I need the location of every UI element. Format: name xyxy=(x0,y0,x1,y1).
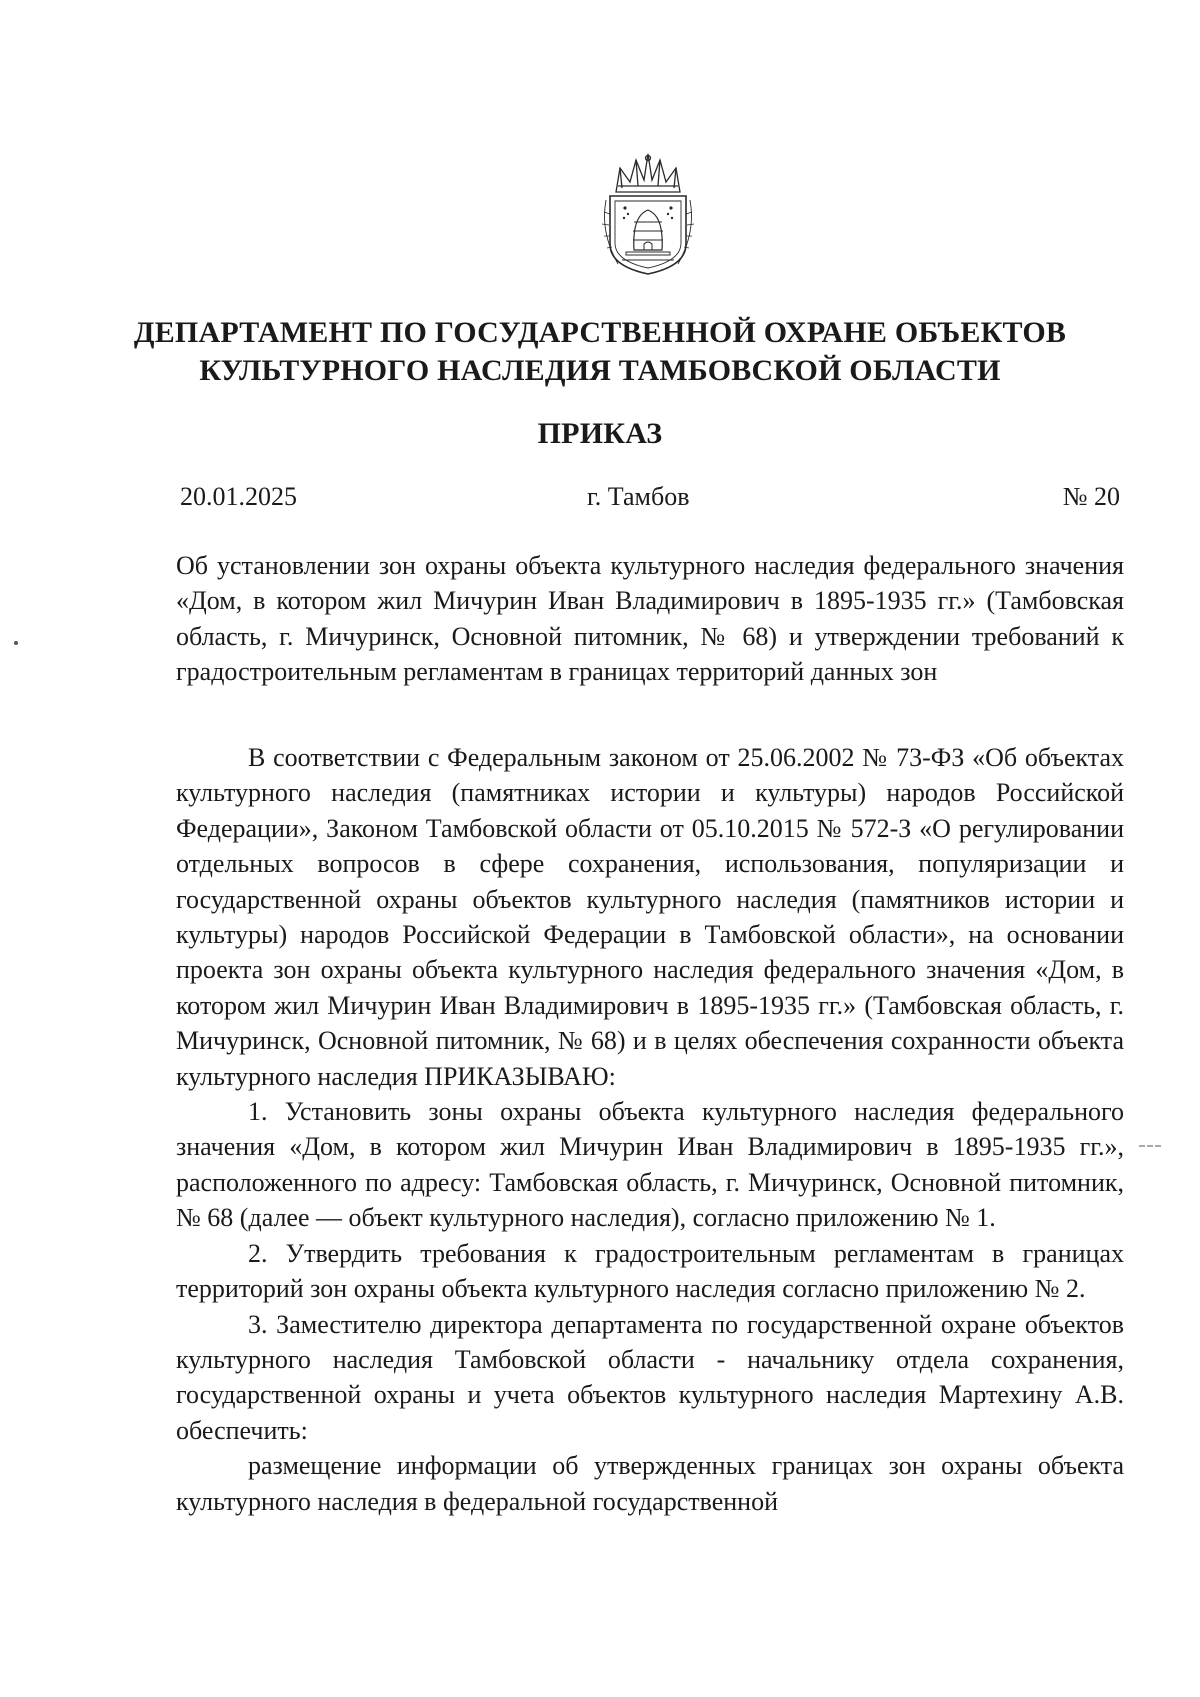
document-type: ПРИКАЗ xyxy=(537,417,663,450)
department-name-line2: КУЛЬТУРНОГО НАСЛЕДИЯ ТАМБОВСКОЙ ОБЛАСТИ xyxy=(199,354,1001,387)
document-body xyxy=(176,740,1124,1519)
document-meta xyxy=(180,479,1120,515)
scan-artifact-dash xyxy=(1139,1145,1161,1149)
order-item-3: 3. Заместителю директора департамента по государственной охране объектов культурного наследия Тамбовской области - начальнику отдела сохранения, государственной охраны и учета объектов культурного наследия Мартехину А.В. обеспечить: xyxy=(176,1309,1124,1445)
department-name xyxy=(0,314,1200,390)
order-item-3-sub: размещение информации об утвержденных границах зон охраны объекта культурного наследия в федеральной государственной xyxy=(176,1451,1124,1516)
document-date: 20.01.2025 xyxy=(180,482,297,511)
order-item-1: 1. Установить зоны охраны объекта культурного наследия федерального значения «Дом, в котором жил Мичурин Иван Владимирович в 1895-1935 гг.», расположенного по адресу: Тамбовская область, г. Мичуринск, Основной питомник, № 68 (далее — объект культурного наследия), согласно приложению № 1. xyxy=(176,1097,1124,1233)
document-city: г. Тамбов xyxy=(587,482,690,511)
scan-artifact-dot xyxy=(14,641,18,645)
department-name-line1: ДЕПАРТАМЕНТ ПО ГОСУДАРСТВЕННОЙ ОХРАНЕ ОБЪЕКТОВ xyxy=(133,316,1067,349)
tambov-coat-of-arms-icon xyxy=(598,152,698,280)
document-title xyxy=(176,548,1124,690)
document-title-text: Об установлении зон охраны объекта культурного наследия федерального значения «Дом, в котором жил Мичурин Иван Владимирович в 1895-1935 гг.» (Тамбовская область, г. Мичуринск, Основной питомник, № 68) и утверждении требований к градостроительным регламентам в границах территорий данных зон xyxy=(176,551,1124,687)
document-number: № 20 xyxy=(1062,482,1120,511)
preamble-paragraph: В соответствии с Федеральным законом от 25.06.2002 № 73-ФЗ «Об объектах культурного наследия (памятниках истории и культуры) народов Российской Федерации», Законом Тамбовской области от 05.10.2015 № 572-З «О регулировании отдельных вопросов в сфере сохранения, использования, популяризации и государственной охраны объектов культурного наследия (памятников истории и культуры) народов Российской Федерации в Тамбовской области», на основании проекта зон охраны объекта культурного наследия федерального значения «Дом, в котором жил Мичурин Иван Владимирович в 1895-1935 гг.» (Тамбовская область, г. Мичуринск, Основной питомник, № 68) и в целях обеспечения сохранности объекта культурного наследия ПРИКАЗЫВАЮ: xyxy=(176,743,1124,1091)
order-item-2: 2. Утвердить требования к градостроительным регламентам в границах территорий зон охраны объекта культурного наследия согласно приложению № 2. xyxy=(176,1238,1124,1304)
